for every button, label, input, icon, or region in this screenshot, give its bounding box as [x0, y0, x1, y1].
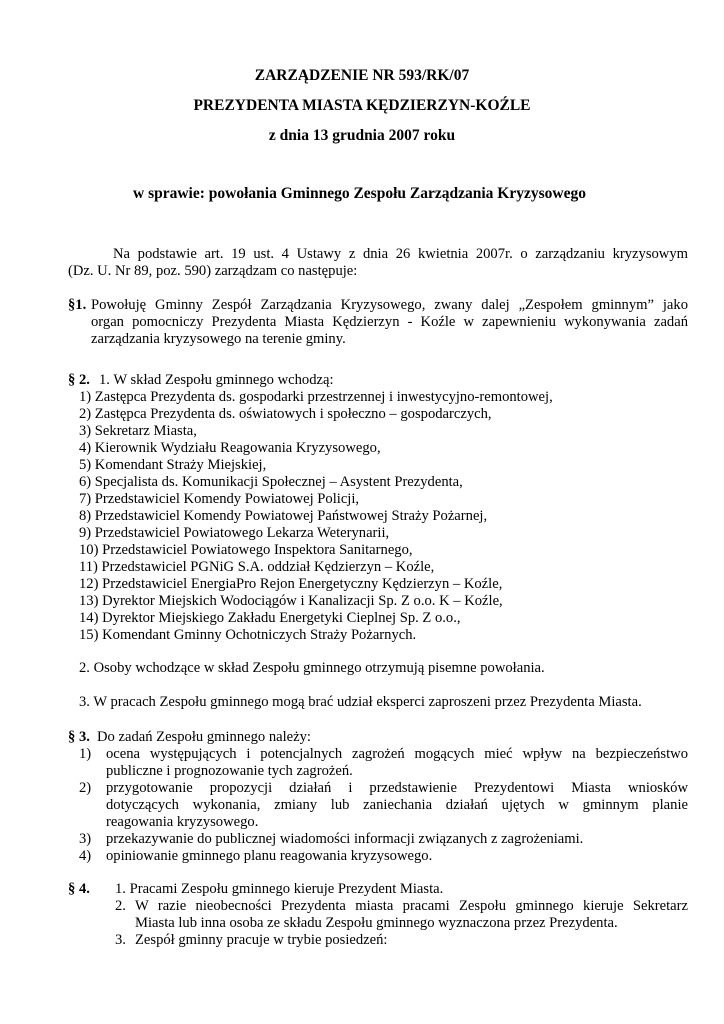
- list-item-number: 2.: [115, 898, 126, 914]
- list-item-number: 1): [79, 746, 92, 762]
- list-item: 1) Zastępca Prezydenta ds. gospodarki przestrzennej i inwestycyjno-remontowej,: [79, 389, 553, 405]
- section-4-item: W razie nieobecności Prezydenta miasta pracami Zespołu gminnego kieruje Sekretarz: [135, 898, 688, 914]
- section-2-mark: § 2.: [68, 372, 90, 388]
- section-1-mark: §1.: [68, 297, 87, 313]
- list-item: 10) Przedstawiciel Powiatowego Inspektora Sanitarnego,: [79, 542, 413, 558]
- list-item: 7) Przedstawiciel Komendy Powiatowej Policji,: [79, 491, 360, 507]
- list-item: publiczne i prognozowanie tych zagrożeń.: [106, 763, 353, 779]
- list-item: 6) Specjalista ds. Komunikacji Społecznej – Asystent Prezydenta,: [79, 474, 463, 490]
- list-item: reagowania kryzysowego.: [106, 814, 259, 830]
- list-item: 4) Kierownik Wydziału Reagowania Kryzysowego,: [79, 440, 381, 456]
- list-item-number: 3): [79, 831, 92, 847]
- section-2-intro: 1. W skład Zespołu gminnego wchodzą:: [99, 372, 334, 388]
- list-item: przekazywanie do publicznej wiadomości informacji związanych z zagrożeniami.: [106, 831, 584, 847]
- list-item: dotyczących wykonania, zmiany lub zaniechania działań ujętych w gminnym planie: [106, 797, 688, 813]
- list-item: 11) Przedstawiciel PGNiG S.A. oddział Kędzierzyn – Koźle,: [79, 559, 435, 575]
- section-4-mark: § 4.: [68, 881, 90, 897]
- document-date: z dnia 13 grudnia 2007 roku: [268, 127, 456, 144]
- section-1-line: zarządzania kryzysowego na terenie gminy.: [91, 331, 346, 347]
- preamble-line: (Dz. U. Nr 89, poz. 590) zarządzam co następuje:: [68, 263, 358, 279]
- section-4-item: Miasta lub inna osoba ze składu Zespołu gminnego wyznaczona przez Prezydenta.: [135, 915, 618, 931]
- list-item: 15) Komendant Gminny Ochotniczych Straży Pożarnych.: [79, 627, 417, 643]
- section-2-paragraph: 3. W pracach Zespołu gminnego mogą brać udział eksperci zaproszeni przez Prezydenta Miasta.: [79, 694, 642, 710]
- document-issuer: PREZYDENTA MIASTA KĘDZIERZYN-KOŹLE: [193, 97, 531, 114]
- section-1-line: organ pomocniczy Prezydenta Miasta Kędzierzyn - Koźle w zapewnieniu wykonywania zadań: [91, 314, 688, 330]
- section-3-mark: § 3.: [68, 729, 90, 745]
- list-item-number: 2): [79, 780, 92, 796]
- list-item: 9) Przedstawiciel Powiatowego Lekarza Weterynarii,: [79, 525, 390, 541]
- preamble-line: Na podstawie art. 19 ust. 4 Ustawy z dnia 26 kwietnia 2007r. o zarządzaniu kryzysowym: [113, 246, 688, 262]
- section-3-intro: Do zadań Zespołu gminnego należy:: [97, 729, 311, 745]
- list-item: 8) Przedstawiciel Komendy Powiatowej Państwowej Straży Pożarnej,: [79, 508, 488, 524]
- list-item: 3) Sekretarz Miasta,: [79, 423, 197, 439]
- list-item: 12) Przedstawiciel EnergiaPro Rejon Energetyczny Kędzierzyn – Koźle,: [79, 576, 503, 592]
- list-item: 5) Komendant Straży Miejskiej,: [79, 457, 267, 473]
- document-title: ZARZĄDZENIE NR 593/RK/07: [254, 67, 470, 84]
- section-1-line: Powołuję Gminny Zespół Zarządzania Kryzysowego, zwany dalej „Zespołem gminnym” jako: [91, 297, 688, 313]
- document-subject: w sprawie: powołania Gminnego Zespołu Zarządzania Kryzysowego: [133, 185, 586, 202]
- list-item-number: 3.: [115, 932, 126, 948]
- list-item: ocena występujących i potencjalnych zagrożeń mogących mieć wpływ na bezpieczeństwo: [106, 746, 688, 762]
- section-4-item: 1. Pracami Zespołu gminnego kieruje Prezydent Miasta.: [115, 881, 444, 897]
- list-item: 2) Zastępca Prezydenta ds. oświatowych i społeczno – gospodarczych,: [79, 406, 492, 422]
- section-4-item: Zespół gminny pracuje w trybie posiedzeń:: [135, 932, 388, 948]
- list-item: przygotowanie propozycji działań i przedstawienie Prezydentowi Miasta wniosków: [106, 780, 688, 796]
- list-item: opiniowanie gminnego planu reagowania kryzysowego.: [106, 848, 433, 864]
- section-2-paragraph: 2. Osoby wchodzące w skład Zespołu gminnego otrzymują pisemne powołania.: [79, 660, 545, 676]
- list-item: 13) Dyrektor Miejskich Wodociągów i Kanalizacji Sp. Z o.o. K – Koźle,: [79, 593, 503, 609]
- list-item-number: 4): [79, 848, 92, 864]
- list-item: 14) Dyrektor Miejskiego Zakładu Energetyki Cieplnej Sp. Z o.o.,: [79, 610, 461, 626]
